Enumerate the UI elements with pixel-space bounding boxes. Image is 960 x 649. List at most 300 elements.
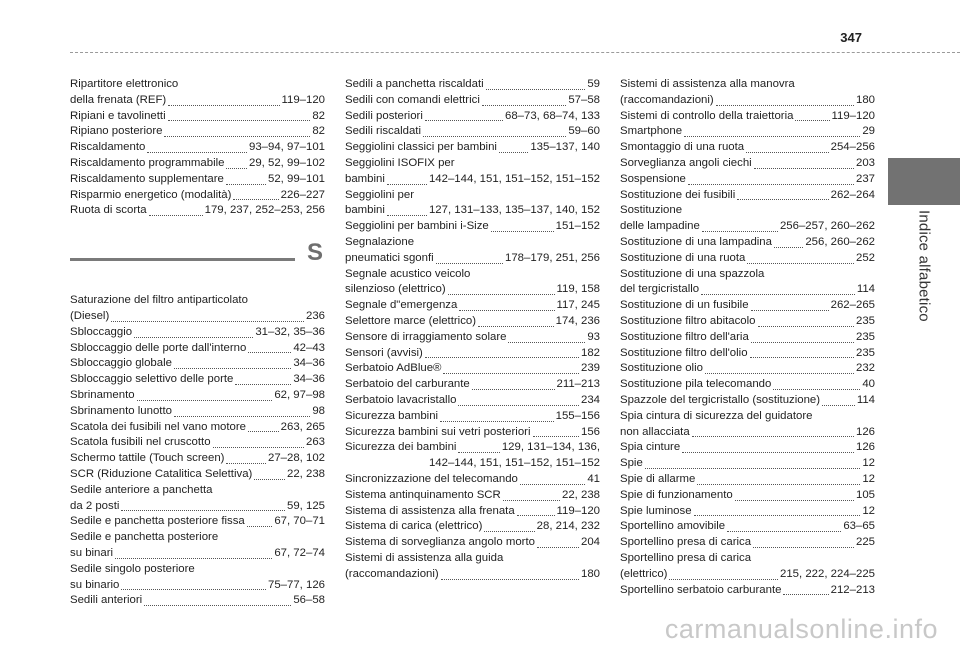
index-entry-line: [345, 203, 600, 219]
index-column-3: [620, 77, 875, 598]
index-entry-line: [70, 372, 325, 388]
index-entry-pages: 67, 72–74: [274, 546, 325, 559]
index-entry: [345, 519, 600, 535]
index-entry-term: Sostituzione di una ruota: [620, 251, 746, 264]
dot-leader: [795, 120, 829, 121]
index-entry: [345, 140, 600, 156]
index-entry-line: [70, 325, 325, 341]
index-entry-pages: 82: [312, 109, 325, 122]
index-entry-pages: 27–28, 102: [267, 452, 325, 465]
index-entry-line: [70, 341, 325, 357]
index-entry-term: Spie di funzionamento: [620, 488, 733, 501]
dot-leader: [387, 215, 427, 216]
index-entry: [345, 504, 600, 520]
index-entry-term: Sicurezza bambini: [345, 409, 439, 422]
index-entry-line: [70, 309, 325, 325]
index-entry-pages: 34–36: [293, 357, 325, 370]
dot-leader: [486, 89, 586, 90]
index-entry-line: [345, 124, 600, 140]
index-entry-pages: 67, 70–71: [274, 515, 325, 528]
index-entry-pages: 239: [580, 362, 600, 375]
dot-leader: [448, 294, 555, 295]
index-entry-line: [70, 420, 325, 436]
index-entry: [70, 467, 325, 483]
dot-leader: [248, 431, 279, 432]
index-entry-pages: 178–179, 251, 256: [504, 251, 600, 264]
index-entry: [345, 440, 600, 472]
index-entry-pages: 126: [855, 425, 875, 438]
dot-leader: [750, 357, 854, 358]
index-entry-line: [345, 346, 600, 362]
index-entry-pages: 156: [580, 425, 600, 438]
index-entry-term: Sensore di irraggiamento solare: [345, 330, 507, 343]
index-entry-pages: 114: [856, 283, 875, 296]
dot-leader: [459, 310, 554, 311]
index-entry-term: (Diesel): [70, 309, 110, 322]
index-entry-pages: 235: [855, 314, 875, 327]
index-entry: [620, 109, 875, 125]
index-entry-pages: 179, 237, 252–253, 256: [204, 204, 325, 217]
index-entry: [70, 124, 325, 140]
dot-leader: [727, 531, 841, 532]
index-entry-pages: 75–77, 126: [267, 578, 325, 591]
dot-leader: [692, 436, 854, 437]
index-entry-term: Sedili posteriori: [345, 109, 423, 122]
index-entry-pages: 263, 265: [280, 420, 325, 433]
index-entry-pages: 129, 131–134, 136,: [501, 441, 600, 454]
index-entry-line: [70, 593, 325, 609]
index-entry: [345, 251, 600, 267]
index-entry-term: (raccomandazioni): [345, 567, 439, 580]
index-entry-line: [620, 140, 875, 156]
index-entry: [620, 377, 875, 393]
index-entry-term: della frenata (REF): [70, 93, 167, 106]
dot-leader: [491, 231, 554, 232]
index-entry-pages: 22, 238: [561, 488, 600, 501]
dot-leader: [235, 384, 291, 385]
index-entry-line: [620, 203, 875, 219]
index-entry-line: [620, 583, 875, 599]
index-entry: [620, 314, 875, 330]
index-entry-line: [70, 578, 325, 594]
index-entry-line: [620, 551, 875, 567]
index-entry-pages: 29, 52, 99–102: [248, 156, 325, 169]
index-entry-pages: 68–73, 68–74, 133: [504, 109, 600, 122]
dot-leader: [121, 510, 285, 511]
index-entry: [345, 267, 600, 283]
index-entry-line: [70, 356, 325, 372]
dot-leader: [149, 215, 203, 216]
index-entry-line: [620, 409, 875, 425]
index-entry-line: [345, 77, 600, 93]
dot-leader: [682, 452, 854, 453]
letter-heading-letter: S: [306, 239, 323, 267]
index-entry-term: Riscaldamento: [70, 141, 146, 154]
index-entry-pages: 34–36: [293, 373, 325, 386]
index-entry-line: [70, 156, 325, 172]
index-entry: [70, 514, 325, 530]
index-entry-term: Sistemi di assistenza alla manovra: [620, 78, 795, 90]
index-entry: [70, 341, 325, 357]
index-entry-pages: 262–265: [830, 299, 875, 312]
index-entry: [620, 519, 875, 535]
dot-leader: [517, 515, 555, 516]
index-entry-pages: 12: [862, 504, 875, 517]
index-entry: [620, 504, 875, 520]
dot-leader: [248, 352, 291, 353]
dot-leader: [147, 152, 247, 153]
dot-leader: [645, 468, 861, 469]
index-entry-term: Ripiano posteriore: [70, 125, 163, 138]
index-entry-line: [620, 251, 875, 267]
index-entry-line: [345, 282, 600, 298]
index-entry: [345, 298, 600, 314]
index-entry-pages: 119, 158: [556, 283, 600, 296]
index-entry: [70, 546, 325, 562]
index-entry-line: [620, 504, 875, 520]
index-entry-term: Sicurezza dei bambini: [345, 441, 457, 454]
dot-leader: [537, 547, 579, 548]
index-entry-pages: 29: [862, 125, 875, 138]
index-entry-line: [620, 440, 875, 456]
index-entry: [345, 203, 600, 219]
index-entry-line: [620, 567, 875, 583]
index-entry-term: Sportellino presa di carica: [620, 536, 752, 549]
index-entry-term: Segnalazione: [345, 235, 415, 248]
section-tab-label: [888, 210, 960, 380]
index-entry-pages: 82: [312, 125, 325, 138]
index-entry-line: [70, 435, 325, 451]
index-entry-line: [70, 404, 325, 420]
index-entry-term: Sportellino serbatoio carburante: [620, 583, 782, 596]
index-entry-term: Sedile e panchetta posteriore: [70, 531, 219, 544]
index-entry-pages: 225: [855, 536, 875, 549]
index-entry-term: Sensori (avvisi): [345, 346, 423, 359]
index-entry-pages: 252: [855, 251, 875, 264]
index-entry-term: Spia cintura di sicurezza del guidatore: [620, 409, 813, 422]
index-entry-pages: 22, 238: [286, 467, 325, 480]
index-entry-term: Sbloccaggio selettivo delle porte: [70, 373, 234, 386]
index-entry-line: [70, 203, 325, 219]
index-entry: [70, 530, 325, 546]
index-entry-term: silenzioso (elettrico): [345, 283, 446, 296]
index-group-s-3: [620, 77, 875, 598]
index-entry: [345, 235, 600, 251]
index-entry-term: Sedili anteriori: [70, 594, 143, 607]
index-entry-term: SCR (Riduzione Catalitica Selettiva): [70, 467, 253, 480]
index-entry-pages: 256, 260–262: [805, 235, 875, 248]
index-entry-line: [345, 409, 600, 425]
index-entry-term: Sportellino amovibile: [620, 520, 726, 533]
dot-leader: [233, 199, 278, 200]
index-entry-line: [70, 499, 325, 515]
index-entry: [70, 77, 325, 93]
index-entry-pages: 174, 236: [555, 314, 600, 327]
dot-leader: [168, 120, 311, 121]
dot-leader: [533, 436, 579, 437]
index-entry-line: [620, 77, 875, 93]
dot-leader: [425, 357, 579, 358]
index-column-1: [70, 77, 325, 609]
index-entry-line: [345, 361, 600, 377]
index-entry-pages: 119–120: [831, 109, 875, 122]
index-entry-line: [345, 251, 600, 267]
index-entry-line: [70, 451, 325, 467]
index-entry-line: [345, 109, 600, 125]
dot-leader: [144, 605, 291, 606]
dot-leader: [774, 247, 803, 248]
index-entry-pages: 235: [855, 346, 875, 359]
index-entry: [620, 140, 875, 156]
index-entry-line: [70, 77, 325, 93]
index-entry-line: [345, 140, 600, 156]
index-entry-line: [620, 156, 875, 172]
dot-leader: [164, 136, 310, 137]
index-entry-term: del tergicristallo: [620, 283, 700, 296]
index-entry-pages: 180: [855, 93, 875, 106]
index-entry-line: [620, 535, 875, 551]
index-entry-line: [345, 425, 600, 441]
index-entry-pages: 234: [580, 393, 600, 406]
index-entry-pages: 57–58: [568, 93, 600, 106]
dot-leader: [705, 373, 854, 374]
index-entry-term: Ruota di scorta: [70, 204, 147, 217]
index-entry-term: Sedili a panchetta riscaldati: [345, 78, 484, 90]
index-entry: [70, 140, 325, 156]
index-entry-term: non allacciata: [620, 425, 690, 438]
index-entry-line: [620, 188, 875, 204]
index-entry-term: Sbloccaggio delle porte dall'interno: [70, 341, 247, 354]
index-entry-line: [345, 393, 600, 409]
index-entry: [70, 356, 325, 372]
index-entry-line: [345, 504, 600, 520]
index-entry-line: [70, 546, 325, 562]
index-entry-term: Sicurezza bambini sui vetri posteriori: [345, 425, 531, 438]
dot-leader: [822, 405, 855, 406]
index-entry-term: Seggiolini classici per bambini: [345, 141, 497, 154]
index-entry: [620, 203, 875, 219]
index-entry-pages: 63–65: [843, 520, 875, 533]
index-entry-term: Serbatoio lavacristallo: [345, 393, 457, 406]
index-entry-line: [620, 346, 875, 362]
index-entry-term: Smartphone: [620, 125, 683, 138]
dot-leader: [482, 105, 566, 106]
index-entry: [70, 420, 325, 436]
index-entry-term: Sostituzione pila telecomando: [620, 378, 772, 391]
dot-leader: [436, 263, 503, 264]
index-entry-pages: 12: [862, 472, 875, 485]
index-entry-line: [620, 298, 875, 314]
section-tab-text: Indice alfabetico: [915, 210, 933, 322]
index-entry: [620, 440, 875, 456]
index-entry: [620, 456, 875, 472]
index-entry-term: Saturazione del filtro antiparticolato: [70, 294, 248, 307]
index-entry: [620, 346, 875, 362]
index-entry: [345, 172, 600, 188]
index-entry-pages: 41: [587, 472, 600, 485]
index-entry-pages: 105: [855, 488, 875, 501]
dot-leader: [213, 447, 304, 448]
index-entry-term: Sostituzione di una spazzola: [620, 267, 765, 280]
index-entry-pages: 59: [587, 78, 600, 90]
index-entry-pages: 62, 97–98: [274, 388, 325, 401]
index-entry-line: [620, 314, 875, 330]
index-entry-pages: 126: [855, 441, 875, 454]
dot-leader: [458, 452, 499, 453]
index-entry-term: Sistema di carica (elettrico): [345, 520, 483, 533]
index-entry: [70, 593, 325, 609]
index-entry-pages: 237: [855, 172, 875, 185]
index-entry-pages: 93: [587, 330, 600, 343]
index-entry: [345, 188, 600, 204]
index-entry-line: [620, 172, 875, 188]
index-entry-pages: 263: [305, 436, 325, 449]
index-entry-term: Sedili riscaldati: [345, 125, 421, 138]
index-entry-line: [620, 377, 875, 393]
index-entry: [345, 551, 600, 567]
dot-leader: [425, 120, 503, 121]
index-entry-pages: 151–152: [555, 220, 600, 233]
dot-leader: [684, 136, 860, 137]
page-top-rule: [70, 52, 960, 53]
dot-leader: [520, 484, 585, 485]
dot-leader: [115, 558, 272, 559]
index-entry-term: Spie di allarme: [620, 472, 696, 485]
index-entry-term: Seggiolini per: [345, 188, 415, 201]
index-entry: [620, 156, 875, 172]
index-entry-line: [345, 519, 600, 535]
index-entry-term: Sedile singolo posteriore: [70, 562, 195, 575]
index-entry: [345, 156, 600, 172]
index-entry-term: Sistema di sorveglianza angolo morto: [345, 536, 535, 549]
index-entry: [345, 346, 600, 362]
index-entry-term: Scatola dei fusibili nel vano motore: [70, 420, 247, 433]
index-entry-term: Ripiani e tavolinetti: [70, 109, 166, 122]
index-entry: [70, 388, 325, 404]
index-entry-term: (raccomandazioni): [620, 93, 714, 106]
index-entry-term: su binario: [70, 578, 120, 591]
index-entry-pages: 236: [305, 309, 325, 322]
dot-leader: [747, 263, 854, 264]
index-entry-pages: 56–58: [293, 594, 325, 607]
index-entry-term: bambini: [345, 204, 385, 217]
index-entry-line: [70, 467, 325, 483]
index-entry-line: [345, 267, 600, 283]
index-entry: [345, 377, 600, 393]
index-entry-line: [345, 314, 600, 330]
dot-leader: [746, 152, 829, 153]
index-entry-pages: 40: [862, 378, 875, 391]
index-entry-pages: 42–43: [293, 341, 325, 354]
index-entry-pages: 262–264: [830, 188, 875, 201]
dot-leader: [758, 326, 854, 327]
dot-leader: [499, 152, 528, 153]
index-entry-line: [620, 267, 875, 283]
index-entry-term: Sedile e panchetta posteriore fissa: [70, 515, 245, 528]
index-entry-line: [620, 425, 875, 441]
index-entry-term: Sbloccaggio: [70, 325, 133, 338]
index-entry-term: Riscaldamento supplementare: [70, 172, 224, 185]
index-entry: [620, 251, 875, 267]
index-entry: [70, 372, 325, 388]
index-entry: [620, 330, 875, 346]
index-entry-pages: 203: [855, 156, 875, 169]
dot-leader: [737, 199, 828, 200]
index-entry-line: [620, 393, 875, 409]
dot-leader: [168, 105, 279, 106]
index-entry-pages: 235: [855, 330, 875, 343]
index-entry: [620, 488, 875, 504]
dot-leader: [472, 389, 555, 390]
index-entry-pages: 155–156: [555, 409, 600, 422]
index-entry-term: Ripartitore elettronico: [70, 78, 179, 90]
index-entry: [345, 282, 600, 298]
section-tab-marker: [888, 158, 960, 205]
dot-leader: [773, 389, 860, 390]
index-entry-term: Seggiolini ISOFIX per: [345, 156, 455, 169]
dot-leader: [702, 231, 778, 232]
index-entry-pages: 114: [856, 393, 875, 406]
index-entry: [70, 309, 325, 325]
index-entry-line: [345, 235, 600, 251]
index-entry-pages: 31–32, 35–36: [255, 325, 325, 338]
index-entry-term: bambini: [345, 172, 385, 185]
dot-leader: [226, 168, 247, 169]
index-entry-line: [70, 530, 325, 546]
dot-leader: [254, 479, 285, 480]
index-entry-pages: 142–144, 151, 151–152, 151–152: [428, 172, 600, 185]
dot-leader: [694, 515, 861, 516]
index-entry-line: [345, 377, 600, 393]
index-entry: [70, 435, 325, 451]
index-entry: [70, 499, 325, 515]
index-column-2: [345, 77, 600, 583]
index-entry-pages: 93–94, 97–101: [248, 141, 325, 154]
dot-leader: [701, 294, 855, 295]
index-entry-term: Sbrinamento lunotto: [70, 404, 172, 417]
index-entry-line: [70, 514, 325, 530]
dot-leader: [134, 337, 253, 338]
index-entry-pages: 52, 99–101: [267, 172, 325, 185]
index-entry-pages: 232: [855, 362, 875, 375]
index-entry-term: Serbatoio AdBlue®: [345, 362, 442, 375]
index-entry-line: [345, 440, 600, 456]
index-entry: [345, 361, 600, 377]
index-entry-term: Sorveglianza angoli ciechi: [620, 156, 752, 169]
index-entry-term: Seggiolini per bambini i-Size: [345, 220, 489, 233]
index-entry-line: [345, 472, 600, 488]
index-entry-pages: 119–120: [556, 504, 600, 517]
index-entry: [70, 562, 325, 578]
index-entry-line: [70, 293, 325, 309]
index-entry: [70, 293, 325, 309]
index-entry-term: (elettrico): [620, 567, 668, 580]
index-entry-line: [345, 567, 600, 583]
index-entry: [345, 77, 600, 93]
index-entry-term: Segnale acustico veicolo: [345, 267, 471, 280]
dot-leader: [441, 579, 579, 580]
index-entry-line: [620, 109, 875, 125]
index-entry: [70, 188, 325, 204]
index-entry-line: [620, 282, 875, 298]
page-number: 347: [840, 30, 862, 45]
index-entry: [345, 488, 600, 504]
index-entry-term: Riscaldamento programmabile: [70, 156, 225, 169]
index-entry-line: [70, 562, 325, 578]
index-entry: [620, 77, 875, 93]
index-entry-term: Spazzole del tergicristallo (sostituzione): [620, 393, 821, 406]
index-entry-term: su binari: [70, 546, 114, 559]
